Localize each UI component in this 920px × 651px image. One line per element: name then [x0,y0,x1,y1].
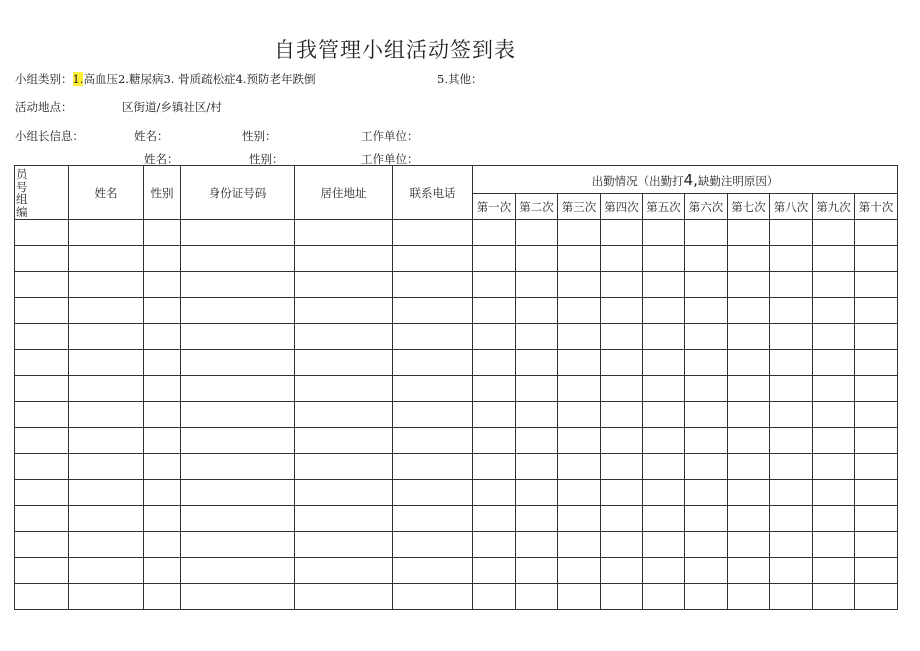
table-cell[interactable] [601,246,643,272]
table-cell[interactable] [69,350,144,376]
group-type-option-1-highlight: 1. [72,72,84,86]
table-cell[interactable] [770,506,813,532]
header-phone: 联系电话 [393,166,473,220]
table-cell[interactable] [295,246,393,272]
table-cell[interactable] [601,558,643,584]
location-label: 活动地点： [15,100,73,114]
table-cell[interactable] [558,246,601,272]
table-cell[interactable] [393,584,473,610]
header-session-2: 第二次 [516,194,558,220]
table-cell[interactable] [473,506,516,532]
table-cell[interactable] [181,220,295,246]
table-cell[interactable] [770,558,813,584]
table-cell[interactable] [558,506,601,532]
table-cell[interactable] [69,220,144,246]
table-cell[interactable] [685,558,728,584]
table-cell[interactable] [144,246,181,272]
table-cell[interactable] [15,558,69,584]
table-cell[interactable] [473,454,516,480]
table-cell[interactable] [69,298,144,324]
table-cell[interactable] [473,376,516,402]
table-cell[interactable] [473,480,516,506]
table-cell[interactable] [393,376,473,402]
table-row [15,246,898,272]
table-cell[interactable] [558,324,601,350]
table-cell[interactable] [813,480,855,506]
table-cell[interactable] [295,298,393,324]
table-cell[interactable] [685,480,728,506]
table-cell[interactable] [144,428,181,454]
table-cell[interactable] [393,324,473,350]
table-cell[interactable] [295,584,393,610]
leader-1-work-label: 工作单位： [361,129,419,143]
table-row [15,376,898,402]
table-cell[interactable] [813,532,855,558]
table-cell[interactable] [15,506,69,532]
table-cell[interactable] [516,350,558,376]
table-cell[interactable] [685,584,728,610]
table-cell[interactable] [393,454,473,480]
table-cell[interactable] [685,428,728,454]
table-cell[interactable] [770,428,813,454]
table-cell[interactable] [643,454,685,480]
table-cell[interactable] [601,532,643,558]
header-session-5: 第五次 [643,194,685,220]
header-id-number: 身份证号码 [181,166,295,220]
table-cell[interactable] [181,506,295,532]
header-name: 姓名 [69,166,144,220]
table-cell[interactable] [295,480,393,506]
table-cell[interactable] [685,454,728,480]
table-row [15,272,898,298]
table-cell[interactable] [393,220,473,246]
table-cell[interactable] [144,454,181,480]
table-cell[interactable] [473,298,516,324]
header-member-no: 员号组编 [15,166,69,220]
table-cell[interactable] [643,376,685,402]
table-cell[interactable] [473,558,516,584]
leader-1-gender-label: 性别： [242,129,277,143]
table-cell[interactable] [643,428,685,454]
table-row [15,454,898,480]
header-session-3: 第三次 [558,194,601,220]
table-cell[interactable] [601,454,643,480]
table-row [15,298,898,324]
header-session-9: 第九次 [813,194,855,220]
table-cell[interactable] [473,584,516,610]
table-cell[interactable] [69,454,144,480]
table-cell[interactable] [69,480,144,506]
table-row [15,506,898,532]
table-cell[interactable] [855,584,898,610]
table-cell[interactable] [558,480,601,506]
table-row [15,480,898,506]
table-cell[interactable] [516,376,558,402]
table-cell[interactable] [295,506,393,532]
table-cell[interactable] [15,220,69,246]
table-cell[interactable] [516,558,558,584]
group-type-line [15,71,316,87]
table-cell[interactable] [813,584,855,610]
table-cell[interactable] [685,402,728,428]
table-cell[interactable] [855,324,898,350]
table-cell[interactable] [295,350,393,376]
table-cell[interactable] [813,376,855,402]
table-cell[interactable] [855,376,898,402]
table-cell[interactable] [144,506,181,532]
table-cell[interactable] [558,376,601,402]
table-cell[interactable] [144,298,181,324]
table-cell[interactable] [144,532,181,558]
table-cell[interactable] [516,246,558,272]
table-cell[interactable] [728,324,770,350]
table-cell[interactable] [643,220,685,246]
table-cell[interactable] [15,584,69,610]
table-cell[interactable] [813,272,855,298]
table-cell[interactable] [685,298,728,324]
table-row [15,324,898,350]
table-cell[interactable] [601,402,643,428]
table-cell[interactable] [643,298,685,324]
leader-1-name-label: 姓名： [134,129,169,143]
table-cell[interactable] [685,272,728,298]
table-cell[interactable] [813,246,855,272]
table-cell[interactable] [770,402,813,428]
table-cell[interactable] [813,454,855,480]
table-cell[interactable] [601,324,643,350]
table-cell[interactable] [855,350,898,376]
table-cell[interactable] [685,376,728,402]
table-cell[interactable] [770,350,813,376]
table-cell[interactable] [643,506,685,532]
table-cell[interactable] [144,376,181,402]
table-cell[interactable] [728,558,770,584]
table-cell[interactable] [473,402,516,428]
table-cell[interactable] [855,220,898,246]
table-cell[interactable] [473,350,516,376]
table-cell[interactable] [473,272,516,298]
table-cell[interactable] [69,246,144,272]
header-session-7: 第七次 [728,194,770,220]
table-cell[interactable] [295,428,393,454]
table-cell[interactable] [144,402,181,428]
table-row [15,584,898,610]
table-cell[interactable] [770,480,813,506]
table-cell[interactable] [770,220,813,246]
table-cell[interactable] [295,402,393,428]
table-cell[interactable] [516,220,558,246]
table-cell[interactable] [69,532,144,558]
table-cell[interactable] [558,558,601,584]
table-cell[interactable] [181,428,295,454]
table-cell[interactable] [813,506,855,532]
table-cell[interactable] [15,402,69,428]
table-cell[interactable] [558,402,601,428]
table-cell[interactable] [770,532,813,558]
table-cell[interactable] [558,272,601,298]
table-cell[interactable] [181,584,295,610]
header-session-6: 第六次 [685,194,728,220]
table-cell[interactable] [770,454,813,480]
table-cell[interactable] [144,558,181,584]
table-cell[interactable] [855,246,898,272]
table-cell[interactable] [855,454,898,480]
table-row [15,558,898,584]
table-cell[interactable] [393,272,473,298]
table-cell[interactable] [813,220,855,246]
table-cell[interactable] [813,324,855,350]
table-cell[interactable] [181,246,295,272]
table-cell[interactable] [69,272,144,298]
table-cell[interactable] [393,480,473,506]
table-cell[interactable] [181,376,295,402]
table-cell[interactable] [15,376,69,402]
table-cell[interactable] [393,402,473,428]
table-cell[interactable] [770,376,813,402]
table-cell[interactable] [393,246,473,272]
table-cell[interactable] [295,558,393,584]
table-cell[interactable] [855,532,898,558]
table-cell[interactable] [685,506,728,532]
table-cell[interactable] [181,558,295,584]
table-cell[interactable] [15,428,69,454]
table-cell[interactable] [15,324,69,350]
table-cell[interactable] [643,402,685,428]
table-cell[interactable] [15,246,69,272]
table-cell[interactable] [295,454,393,480]
table-cell[interactable] [728,220,770,246]
table-cell[interactable] [728,428,770,454]
table-cell[interactable] [813,558,855,584]
table-cell[interactable] [770,324,813,350]
table-cell[interactable] [393,532,473,558]
table-cell[interactable] [144,272,181,298]
table-cell[interactable] [181,402,295,428]
table-cell[interactable] [181,272,295,298]
table-cell[interactable] [473,324,516,350]
table-cell[interactable] [393,558,473,584]
table-cell[interactable] [601,376,643,402]
table-cell[interactable] [181,324,295,350]
header-address: 居住地址 [295,166,393,220]
table-cell[interactable] [473,428,516,454]
table-cell[interactable] [728,402,770,428]
table-cell[interactable] [516,324,558,350]
table-cell[interactable] [770,272,813,298]
table-cell[interactable] [855,402,898,428]
table-cell[interactable] [728,272,770,298]
table-cell[interactable] [643,324,685,350]
table-cell[interactable] [728,376,770,402]
table-cell[interactable] [558,428,601,454]
table-cell[interactable] [516,506,558,532]
table-cell[interactable] [643,584,685,610]
header-session-10: 第十次 [855,194,898,220]
table-cell[interactable] [855,558,898,584]
header-session-1: 第一次 [473,194,516,220]
table-cell[interactable] [15,298,69,324]
table-cell[interactable] [69,402,144,428]
table-cell[interactable] [393,428,473,454]
table-row [15,350,898,376]
table-cell[interactable] [516,454,558,480]
table-cell[interactable] [69,506,144,532]
table-cell[interactable] [295,532,393,558]
table-cell[interactable] [15,454,69,480]
table-cell[interactable] [69,558,144,584]
table-cell[interactable] [473,532,516,558]
table-cell[interactable] [728,454,770,480]
table-cell[interactable] [643,532,685,558]
table-cell[interactable] [558,220,601,246]
table-cell[interactable] [685,220,728,246]
table-cell[interactable] [15,272,69,298]
table-cell[interactable] [144,350,181,376]
leader-info-label: 小组长信息： [15,129,84,143]
table-cell[interactable] [558,532,601,558]
table-cell[interactable] [69,428,144,454]
table-cell[interactable] [643,558,685,584]
table-cell[interactable] [69,324,144,350]
table-cell[interactable] [516,298,558,324]
table-cell[interactable] [728,506,770,532]
group-type-options: 高血压2.糖尿病3. 骨质疏松症4.预防老年跌倒 [83,72,316,86]
table-cell[interactable] [685,350,728,376]
table-cell[interactable] [685,246,728,272]
table-cell[interactable] [728,246,770,272]
table-cell[interactable] [813,402,855,428]
table-cell[interactable] [770,298,813,324]
table-cell[interactable] [601,428,643,454]
table-cell[interactable] [15,350,69,376]
table-cell[interactable] [473,220,516,246]
table-cell[interactable] [643,480,685,506]
table-cell[interactable] [181,350,295,376]
table-cell[interactable] [855,298,898,324]
table-cell[interactable] [181,532,295,558]
table-cell[interactable] [516,584,558,610]
table-row [15,428,898,454]
table-cell[interactable] [558,454,601,480]
table-cell[interactable] [181,298,295,324]
table-cell[interactable] [295,272,393,298]
table-cell[interactable] [728,350,770,376]
table-cell[interactable] [144,480,181,506]
table-cell[interactable] [601,298,643,324]
table-cell[interactable] [516,480,558,506]
table-cell[interactable] [728,480,770,506]
table-cell[interactable] [813,428,855,454]
table-cell[interactable] [181,480,295,506]
table-cell[interactable] [69,376,144,402]
table-cell[interactable] [643,246,685,272]
table-cell[interactable] [813,298,855,324]
table-cell[interactable] [69,584,144,610]
table-cell[interactable] [15,480,69,506]
header-session-4: 第四次 [601,194,643,220]
table-row [15,532,898,558]
table-cell[interactable] [728,298,770,324]
leader-2-gender-label: 性别： [249,152,284,166]
table-cell[interactable] [15,532,69,558]
table-cell[interactable] [728,532,770,558]
table-cell[interactable] [601,350,643,376]
table-cell[interactable] [601,480,643,506]
table-cell[interactable] [813,350,855,376]
sign-in-table [14,165,898,610]
table-cell[interactable] [855,272,898,298]
table-cell[interactable] [685,324,728,350]
header-session-8: 第八次 [770,194,813,220]
leader-2-work-label: 工作单位： [361,152,419,166]
table-cell[interactable] [295,220,393,246]
table-cell[interactable] [393,350,473,376]
table-cell[interactable] [144,324,181,350]
table-cell[interactable] [601,584,643,610]
table-cell[interactable] [473,246,516,272]
table-cell[interactable] [685,532,728,558]
table-cell[interactable] [601,220,643,246]
table-cell[interactable] [393,506,473,532]
group-type-label: 小组类别： [15,72,73,86]
table-cell[interactable] [558,298,601,324]
table-cell[interactable] [516,428,558,454]
table-cell[interactable] [558,584,601,610]
table-cell[interactable] [601,272,643,298]
table-cell[interactable] [855,506,898,532]
page-title: 自我管理小组活动签到表 [274,38,516,62]
table-cell[interactable] [181,454,295,480]
group-type-other: 5.其他： [437,72,483,86]
table-cell[interactable] [144,584,181,610]
location-value: 区街道/乡镇社区/村 [122,100,222,114]
table-cell[interactable] [295,324,393,350]
table-cell[interactable] [728,584,770,610]
table-cell[interactable] [643,350,685,376]
table-cell[interactable] [770,584,813,610]
table-cell[interactable] [144,220,181,246]
table-cell[interactable] [770,246,813,272]
table-row [15,220,898,246]
table-cell[interactable] [516,532,558,558]
table-cell[interactable] [393,298,473,324]
table-cell[interactable] [558,350,601,376]
table-cell[interactable] [855,480,898,506]
table-cell[interactable] [295,376,393,402]
table-cell[interactable] [855,428,898,454]
header-attendance: 出勤情况（出勤打4,缺勤注明原因） [473,166,898,194]
header-gender: 性别 [144,166,181,220]
leader-2-name-label: 姓名： [144,152,179,166]
table-row [15,402,898,428]
table-cell[interactable] [516,272,558,298]
table-cell[interactable] [643,272,685,298]
table-cell[interactable] [601,506,643,532]
table-cell[interactable] [516,402,558,428]
